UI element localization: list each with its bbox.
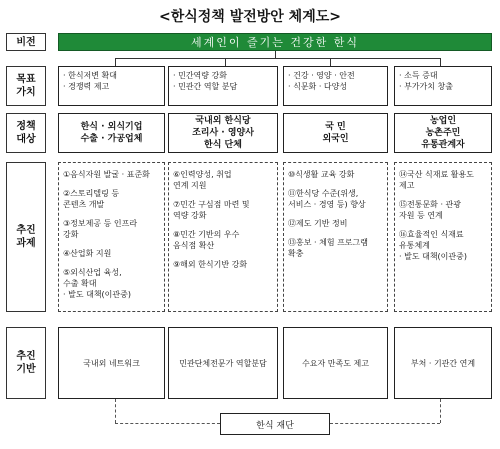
target-box-4: 농업인 농촌주민 유통관계자 [394, 113, 492, 153]
task-item: ①음식자원 발굴 · 표준화 [63, 170, 150, 179]
task-item: ⑧민간 기반의 우수 음식점 확산 [173, 230, 240, 250]
row-label-vision: 비전 [6, 33, 46, 51]
task-item: ⑦민간 구심점 마련 및 역량 강화 [173, 200, 250, 220]
task-item: ⑨해외 한식기반 강화 [173, 260, 248, 269]
diagram-title: <한식정책 발전방안 체계도> [159, 9, 341, 25]
target-box-2: 국내외 한식당 조리사 · 영양사 한식 단체 [168, 113, 278, 153]
task-box-1 [58, 162, 165, 312]
task-item: ⑩식생활 교육 강화 [288, 170, 355, 179]
target-box-1: 한식 · 외식기업 수출 · 가공업체 [58, 113, 165, 153]
task-item: ⑯효율적인 식재료 유통체계 · 발도 대책(이관중) [399, 230, 467, 261]
vision-connector-stem [275, 51, 276, 58]
vision-banner: 세계인이 즐기는 건강한 한식 [58, 33, 492, 51]
goal-box-3 [283, 66, 388, 106]
foundation-connector-1 [115, 399, 116, 423]
task-item: ⑫제도 기반 정비 [288, 219, 348, 228]
goal-item: · 민관간 역할 분담 [173, 82, 238, 91]
task-box-4 [394, 162, 492, 312]
task-item: ⑪한식당 수준(위생, 서비스 · 경영 등) 향상 [288, 189, 366, 209]
task-item: ③정보제공 등 인프라 강화 [63, 219, 138, 239]
row-label-tasks: 추진 과제 [6, 162, 46, 312]
task-item: ⑥인력양성, 취업 연계 지원 [173, 170, 232, 190]
base-box-2: 민관단체전문가 역할분담 [168, 327, 278, 399]
task-item: ⑤외식산업 육성, 수출 확대 · 발도 대책(이관중) [63, 268, 131, 299]
goal-item: · 식문화 · 다양성 [288, 82, 348, 91]
task-box-3 [283, 162, 388, 312]
row-label-target: 정책 대상 [6, 113, 46, 153]
goal-box-2 [168, 66, 278, 106]
foundation-box: 한식 재단 [220, 413, 330, 435]
task-item: ⑬홍보 · 체험 프로그램 확충 [288, 238, 368, 258]
goal-item: · 민간역량 강화 [173, 71, 227, 80]
row-label-goal: 목표 가치 [6, 66, 46, 106]
task-item: ②스토리텔링 등 콘텐츠 개발 [63, 189, 120, 209]
goal-item: · 경쟁력 제고 [63, 82, 110, 91]
goal-box-1 [58, 66, 165, 106]
vision-connector [115, 58, 440, 59]
task-item: ⑮전통문화 · 관광 자원 등 연계 [399, 200, 461, 220]
target-box-3: 국 민 외국인 [283, 113, 388, 153]
goal-connector-3 [330, 58, 331, 66]
goal-item: · 부가가치 창출 [399, 82, 453, 91]
foundation-connector-right [330, 423, 440, 424]
goal-item: · 한식저변 확대 [63, 71, 117, 80]
row-label-base: 추진 기반 [6, 327, 46, 399]
goal-box-4 [394, 66, 492, 106]
base-box-4: 부처 · 기관간 연계 [394, 327, 492, 399]
goal-item: · 소득 증대 [399, 71, 438, 80]
task-item: ④산업화 지원 [63, 249, 112, 258]
base-box-1: 국내외 네트워크 [58, 327, 165, 399]
goal-connector-4 [440, 58, 441, 66]
foundation-connector-left [115, 423, 220, 424]
base-box-3: 수요자 만족도 제고 [283, 327, 388, 399]
foundation-connector-4 [440, 399, 441, 423]
task-item: ⑭국산 식재료 활용도 제고 [399, 170, 474, 190]
goal-item: · 건강 · 영양 · 안전 [288, 71, 355, 80]
goal-connector-1 [115, 58, 116, 66]
task-box-2 [168, 162, 278, 312]
goal-connector-2 [225, 58, 226, 66]
